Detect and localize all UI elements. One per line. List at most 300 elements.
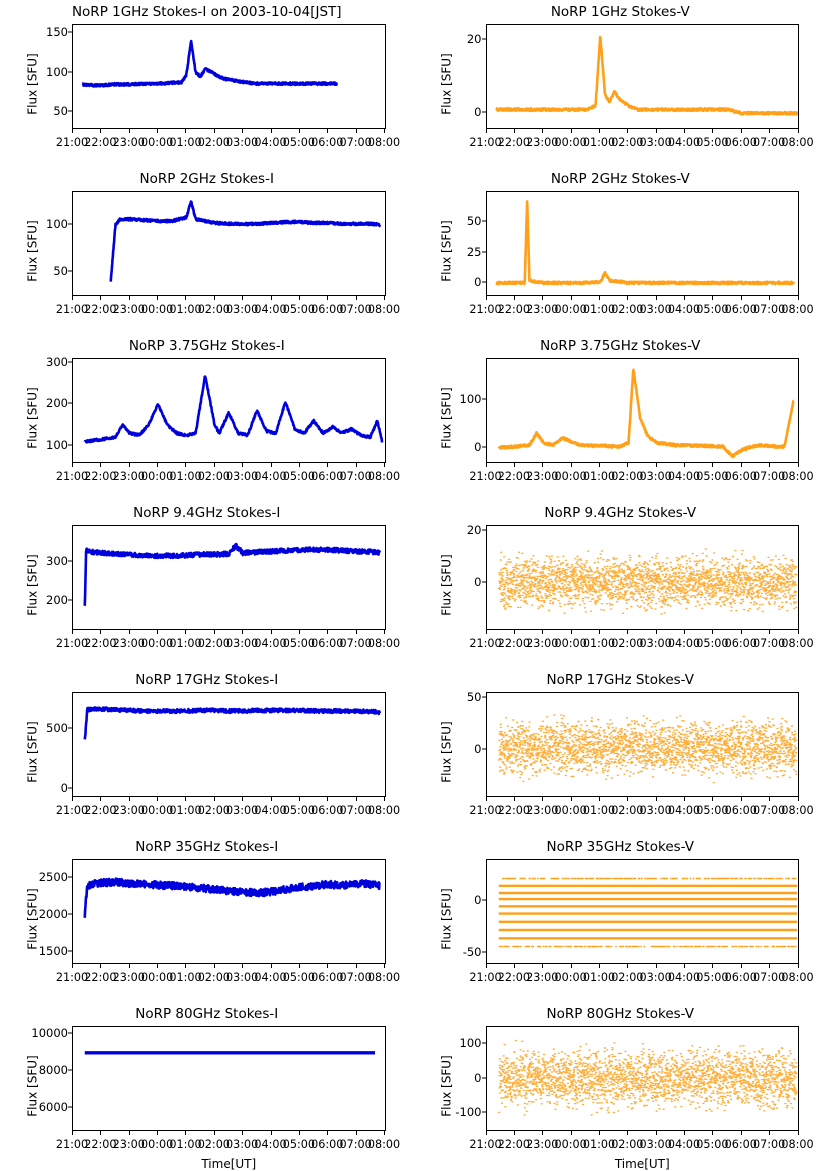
x-tick-mark	[656, 463, 657, 467]
x-tick-mark	[627, 964, 628, 968]
chart-title: NoRP 80GHz Stokes-V	[414, 1006, 827, 1022]
x-tick-mark	[741, 463, 742, 467]
x-tick-label: 02:00	[198, 303, 230, 316]
x-tick-mark	[299, 797, 300, 801]
plot-area	[72, 1026, 386, 1131]
y-tick-label: 0	[474, 105, 481, 119]
x-tick-mark	[486, 1131, 487, 1135]
x-tick-label: 07:00	[340, 136, 372, 149]
x-tick-label: 02:00	[611, 971, 643, 984]
x-tick-mark	[741, 630, 742, 634]
x-tick-label: 06:00	[311, 804, 343, 817]
x-tick-mark	[514, 1131, 515, 1135]
x-tick-labels	[72, 630, 386, 668]
x-tick-mark	[299, 129, 300, 133]
x-tick-mark	[299, 1131, 300, 1135]
x-tick-label: 06:00	[311, 637, 343, 650]
x-tick-label: 02:00	[611, 637, 643, 650]
x-tick-label: 21:00	[469, 971, 501, 984]
y-tick-labels	[0, 525, 68, 630]
y-axis-label: Flux [SFU]	[26, 220, 40, 281]
y-tick-label: 100	[460, 392, 482, 406]
x-tick-label: 00:00	[554, 971, 586, 984]
data-series	[487, 1027, 799, 1130]
x-tick-mark	[571, 463, 572, 467]
x-tick-label: 01:00	[169, 303, 201, 316]
x-tick-mark	[741, 296, 742, 300]
x-tick-label: 07:00	[753, 303, 785, 316]
x-tick-mark	[129, 129, 130, 133]
x-tick-mark	[542, 1131, 543, 1135]
chart-panel	[0, 334, 414, 501]
x-tick-mark	[542, 630, 543, 634]
y-axis-label: Flux [SFU]	[26, 387, 40, 448]
x-axis-label: Time[UT]	[486, 1157, 800, 1171]
x-tick-mark	[327, 630, 328, 634]
x-tick-label: 03:00	[640, 804, 672, 817]
plot-area	[72, 525, 386, 630]
x-tick-label: 06:00	[725, 1138, 757, 1151]
y-tick-label: 300	[46, 554, 68, 568]
x-tick-label: 05:00	[283, 804, 315, 817]
y-axis-label: Flux [SFU]	[26, 888, 40, 949]
x-tick-label: 07:00	[753, 470, 785, 483]
x-tick-label: 21:00	[56, 804, 88, 817]
x-tick-label: 23:00	[113, 303, 145, 316]
x-tick-label: 08:00	[368, 1138, 400, 1151]
x-tick-label: 03:00	[640, 303, 672, 316]
x-tick-label: 04:00	[254, 303, 286, 316]
x-tick-label: 08:00	[781, 470, 813, 483]
x-tick-label: 04:00	[668, 1138, 700, 1151]
chart-panel	[414, 835, 827, 1002]
x-tick-label: 23:00	[113, 804, 145, 817]
x-tick-label: 07:00	[340, 971, 372, 984]
y-axis-label: Flux [SFU]	[439, 220, 453, 281]
x-tick-label: 07:00	[340, 1138, 372, 1151]
y-tick-mark	[68, 270, 72, 271]
x-tick-label: 08:00	[368, 470, 400, 483]
x-tick-labels	[486, 964, 800, 1002]
x-tick-label: 05:00	[696, 470, 728, 483]
x-tick-mark	[356, 463, 357, 467]
y-tick-label: 50	[467, 214, 482, 228]
x-tick-mark	[157, 463, 158, 467]
x-tick-label: 01:00	[169, 971, 201, 984]
x-tick-label: 08:00	[781, 1138, 813, 1151]
x-tick-label: 00:00	[141, 804, 173, 817]
x-tick-mark	[271, 296, 272, 300]
x-tick-label: 00:00	[554, 136, 586, 149]
chart-panel	[414, 501, 827, 668]
chart-panel	[0, 167, 414, 334]
chart-title: NoRP 9.4GHz Stokes-V	[414, 505, 827, 521]
x-tick-mark	[327, 463, 328, 467]
x-tick-mark	[384, 797, 385, 801]
x-tick-mark	[242, 296, 243, 300]
x-tick-mark	[327, 1131, 328, 1135]
x-tick-label: 22:00	[498, 804, 530, 817]
chart-title: NoRP 3.75GHz Stokes-I	[0, 338, 414, 354]
y-tick-mark	[482, 697, 486, 698]
x-tick-label: 07:00	[753, 136, 785, 149]
x-tick-mark	[242, 964, 243, 968]
x-tick-mark	[542, 129, 543, 133]
x-tick-label: 00:00	[554, 804, 586, 817]
y-tick-label: 0	[474, 742, 481, 756]
plot-area	[486, 1026, 800, 1131]
y-axis-label: Flux [SFU]	[26, 554, 40, 615]
x-tick-mark	[769, 964, 770, 968]
x-tick-label: 23:00	[113, 637, 145, 650]
x-tick-label: 21:00	[56, 971, 88, 984]
x-tick-mark	[356, 630, 357, 634]
x-tick-label: 23:00	[526, 637, 558, 650]
y-tick-mark	[68, 111, 72, 112]
x-tick-label: 03:00	[226, 804, 258, 817]
y-tick-mark	[68, 362, 72, 363]
x-tick-labels	[486, 463, 800, 501]
x-tick-label: 07:00	[753, 971, 785, 984]
x-tick-label: 21:00	[469, 470, 501, 483]
y-tick-mark	[68, 787, 72, 788]
y-tick-label: 20	[467, 523, 482, 537]
y-tick-label: 100	[46, 438, 68, 452]
x-tick-label: 23:00	[113, 136, 145, 149]
y-tick-label: 200	[46, 396, 68, 410]
x-tick-mark	[356, 129, 357, 133]
x-tick-mark	[514, 463, 515, 467]
x-tick-mark	[599, 463, 600, 467]
x-tick-label: 02:00	[611, 303, 643, 316]
x-tick-label: 07:00	[340, 637, 372, 650]
x-tick-label: 01:00	[583, 1138, 615, 1151]
plot-area	[486, 24, 800, 129]
x-tick-mark	[327, 129, 328, 133]
x-tick-label: 22:00	[84, 470, 116, 483]
x-tick-mark	[599, 296, 600, 300]
x-tick-label: 04:00	[668, 971, 700, 984]
data-series	[73, 1027, 385, 1130]
y-tick-labels	[414, 1026, 482, 1131]
x-tick-label: 04:00	[254, 637, 286, 650]
x-tick-label: 05:00	[283, 637, 315, 650]
x-tick-label: 05:00	[696, 804, 728, 817]
x-tick-label: 03:00	[226, 136, 258, 149]
x-tick-mark	[100, 964, 101, 968]
x-tick-label: 21:00	[469, 637, 501, 650]
x-tick-mark	[214, 129, 215, 133]
x-tick-label: 06:00	[725, 136, 757, 149]
x-tick-label: 04:00	[254, 470, 286, 483]
y-tick-mark	[482, 530, 486, 531]
x-tick-mark	[384, 630, 385, 634]
x-tick-label: 00:00	[141, 1138, 173, 1151]
x-tick-mark	[712, 296, 713, 300]
x-tick-mark	[656, 630, 657, 634]
y-tick-label: 50	[53, 104, 68, 118]
x-tick-mark	[684, 630, 685, 634]
y-tick-label: -50	[463, 945, 482, 959]
y-tick-mark	[482, 900, 486, 901]
x-tick-mark	[214, 964, 215, 968]
x-tick-mark	[185, 463, 186, 467]
x-tick-label: 21:00	[56, 136, 88, 149]
x-tick-label: 06:00	[311, 1138, 343, 1151]
x-tick-mark	[486, 630, 487, 634]
x-tick-label: 02:00	[611, 804, 643, 817]
x-tick-mark	[514, 797, 515, 801]
x-tick-mark	[627, 296, 628, 300]
x-tick-label: 05:00	[283, 470, 315, 483]
y-tick-mark	[482, 951, 486, 952]
x-tick-mark	[514, 630, 515, 634]
x-tick-mark	[327, 797, 328, 801]
y-axis-label: Flux [SFU]	[439, 721, 453, 782]
x-tick-mark	[356, 964, 357, 968]
x-tick-mark	[271, 1131, 272, 1135]
x-tick-mark	[271, 797, 272, 801]
x-tick-mark	[542, 296, 543, 300]
x-tick-mark	[242, 797, 243, 801]
x-tick-label: 23:00	[113, 971, 145, 984]
x-tick-label: 01:00	[169, 1138, 201, 1151]
x-tick-label: 08:00	[368, 303, 400, 316]
x-tick-label: 05:00	[696, 637, 728, 650]
x-tick-mark	[214, 797, 215, 801]
x-tick-label: 00:00	[554, 470, 586, 483]
y-tick-labels	[414, 692, 482, 797]
chart-panel	[0, 668, 414, 835]
x-tick-mark	[712, 630, 713, 634]
x-tick-mark	[798, 1131, 799, 1135]
x-tick-mark	[769, 463, 770, 467]
x-tick-label: 07:00	[753, 1138, 785, 1151]
x-tick-label: 23:00	[113, 1138, 145, 1151]
x-tick-mark	[100, 1131, 101, 1135]
x-tick-mark	[712, 129, 713, 133]
x-tick-label: 08:00	[368, 971, 400, 984]
x-tick-mark	[571, 964, 572, 968]
x-tick-label: 08:00	[781, 971, 813, 984]
x-tick-mark	[185, 630, 186, 634]
x-tick-mark	[72, 964, 73, 968]
x-tick-labels	[486, 797, 800, 835]
x-tick-label: 05:00	[283, 971, 315, 984]
data-series	[487, 860, 799, 963]
x-tick-mark	[129, 964, 130, 968]
y-axis-label: Flux [SFU]	[439, 554, 453, 615]
y-tick-label: 0	[474, 575, 481, 589]
x-tick-mark	[242, 129, 243, 133]
x-tick-mark	[356, 797, 357, 801]
x-tick-label: 04:00	[668, 637, 700, 650]
x-tick-label: 03:00	[226, 971, 258, 984]
x-tick-mark	[627, 630, 628, 634]
y-tick-label: 0	[61, 781, 68, 795]
chart-panel	[0, 835, 414, 1002]
x-tick-label: 06:00	[725, 470, 757, 483]
x-tick-label: 23:00	[526, 470, 558, 483]
x-tick-mark	[684, 129, 685, 133]
x-tick-mark	[157, 296, 158, 300]
x-tick-label: 01:00	[169, 136, 201, 149]
x-tick-mark	[157, 797, 158, 801]
x-tick-label: 23:00	[526, 971, 558, 984]
plot-area	[486, 859, 800, 964]
x-tick-label: 01:00	[583, 136, 615, 149]
x-tick-mark	[129, 1131, 130, 1135]
y-tick-mark	[68, 403, 72, 404]
x-tick-mark	[214, 1131, 215, 1135]
x-tick-mark	[271, 964, 272, 968]
y-axis-label: Flux [SFU]	[439, 1055, 453, 1116]
y-tick-label: 2000	[39, 907, 68, 921]
y-tick-label: 10000	[31, 1026, 68, 1040]
y-axis-label: Flux [SFU]	[26, 53, 40, 114]
y-tick-label: 0	[474, 275, 481, 289]
y-tick-mark	[482, 251, 486, 252]
chart-title: NoRP 1GHz Stokes-I on 2003-10-04[JST]	[0, 4, 414, 20]
x-tick-label: 08:00	[781, 136, 813, 149]
x-tick-label: 01:00	[583, 637, 615, 650]
x-tick-mark	[769, 797, 770, 801]
x-tick-mark	[627, 463, 628, 467]
x-tick-label: 01:00	[583, 971, 615, 984]
x-tick-mark	[769, 129, 770, 133]
x-tick-mark	[684, 964, 685, 968]
x-tick-mark	[185, 797, 186, 801]
y-tick-mark	[482, 112, 486, 113]
x-tick-label: 06:00	[311, 136, 343, 149]
x-tick-mark	[514, 129, 515, 133]
x-tick-mark	[627, 797, 628, 801]
x-tick-mark	[798, 296, 799, 300]
x-tick-mark	[299, 964, 300, 968]
x-tick-label: 21:00	[469, 804, 501, 817]
x-tick-label: 23:00	[526, 1138, 558, 1151]
y-tick-label: 300	[46, 355, 68, 369]
y-tick-mark	[482, 446, 486, 447]
y-tick-label: 50	[467, 690, 482, 704]
x-tick-mark	[741, 1131, 742, 1135]
y-tick-label: 20	[467, 32, 482, 46]
x-tick-label: 22:00	[498, 136, 530, 149]
x-tick-mark	[798, 964, 799, 968]
x-tick-mark	[157, 129, 158, 133]
data-series	[73, 693, 385, 796]
x-tick-mark	[684, 1131, 685, 1135]
x-tick-label: 06:00	[311, 303, 343, 316]
x-tick-mark	[514, 296, 515, 300]
x-tick-mark	[72, 463, 73, 467]
x-tick-label: 21:00	[56, 303, 88, 316]
x-tick-mark	[486, 129, 487, 133]
y-tick-mark	[482, 1043, 486, 1044]
x-tick-label: 21:00	[56, 470, 88, 483]
x-tick-label: 02:00	[611, 136, 643, 149]
x-tick-label: 22:00	[84, 1138, 116, 1151]
x-axis-label: Time[UT]	[72, 1157, 386, 1171]
y-tick-mark	[68, 727, 72, 728]
chart-title: NoRP 2GHz Stokes-V	[414, 171, 827, 187]
chart-title: NoRP 17GHz Stokes-I	[0, 672, 414, 688]
y-tick-mark	[68, 71, 72, 72]
y-tick-label: 100	[460, 1036, 482, 1050]
x-tick-mark	[100, 296, 101, 300]
plot-area	[72, 859, 386, 964]
x-tick-label: 04:00	[254, 1138, 286, 1151]
y-tick-mark	[68, 1070, 72, 1071]
x-tick-label: 03:00	[640, 1138, 672, 1151]
x-tick-label: 23:00	[526, 804, 558, 817]
x-tick-label: 23:00	[526, 303, 558, 316]
x-tick-label: 07:00	[340, 470, 372, 483]
x-tick-label: 21:00	[469, 303, 501, 316]
x-tick-mark	[356, 1131, 357, 1135]
x-tick-mark	[571, 630, 572, 634]
x-tick-label: 02:00	[611, 470, 643, 483]
x-tick-mark	[798, 630, 799, 634]
x-tick-label: 03:00	[640, 637, 672, 650]
x-tick-mark	[271, 630, 272, 634]
x-tick-mark	[129, 296, 130, 300]
x-tick-mark	[214, 630, 215, 634]
y-tick-mark	[482, 581, 486, 582]
x-tick-mark	[542, 797, 543, 801]
plot-area	[486, 358, 800, 463]
x-tick-mark	[571, 797, 572, 801]
x-tick-mark	[627, 129, 628, 133]
x-tick-label: 04:00	[254, 971, 286, 984]
x-tick-label: 02:00	[198, 971, 230, 984]
x-tick-label: 21:00	[469, 1138, 501, 1151]
y-tick-mark	[68, 950, 72, 951]
y-tick-label: 1500	[39, 944, 68, 958]
y-tick-labels	[414, 358, 482, 463]
y-tick-labels	[414, 191, 482, 296]
x-tick-label: 22:00	[84, 637, 116, 650]
x-tick-mark	[214, 296, 215, 300]
x-tick-label: 00:00	[141, 637, 173, 650]
x-tick-label: 22:00	[498, 1138, 530, 1151]
x-tick-label: 08:00	[368, 136, 400, 149]
x-tick-label: 06:00	[725, 637, 757, 650]
x-tick-mark	[384, 296, 385, 300]
y-tick-label: 50	[53, 264, 68, 278]
x-tick-mark	[599, 129, 600, 133]
chart-panel	[0, 1002, 414, 1169]
x-tick-mark	[798, 463, 799, 467]
x-tick-mark	[72, 797, 73, 801]
y-tick-label: 0	[474, 440, 481, 454]
y-tick-mark	[68, 914, 72, 915]
x-tick-mark	[542, 964, 543, 968]
x-tick-mark	[571, 1131, 572, 1135]
y-axis-label: Flux [SFU]	[439, 53, 453, 114]
x-tick-label: 03:00	[226, 303, 258, 316]
y-tick-labels	[0, 859, 68, 964]
data-series	[487, 359, 799, 462]
chart-title: NoRP 35GHz Stokes-V	[414, 839, 827, 855]
x-tick-label: 22:00	[84, 303, 116, 316]
y-tick-label: 0	[474, 893, 481, 907]
x-tick-mark	[100, 797, 101, 801]
x-tick-label: 05:00	[283, 303, 315, 316]
x-tick-mark	[712, 797, 713, 801]
data-series	[73, 359, 385, 462]
x-tick-mark	[599, 964, 600, 968]
